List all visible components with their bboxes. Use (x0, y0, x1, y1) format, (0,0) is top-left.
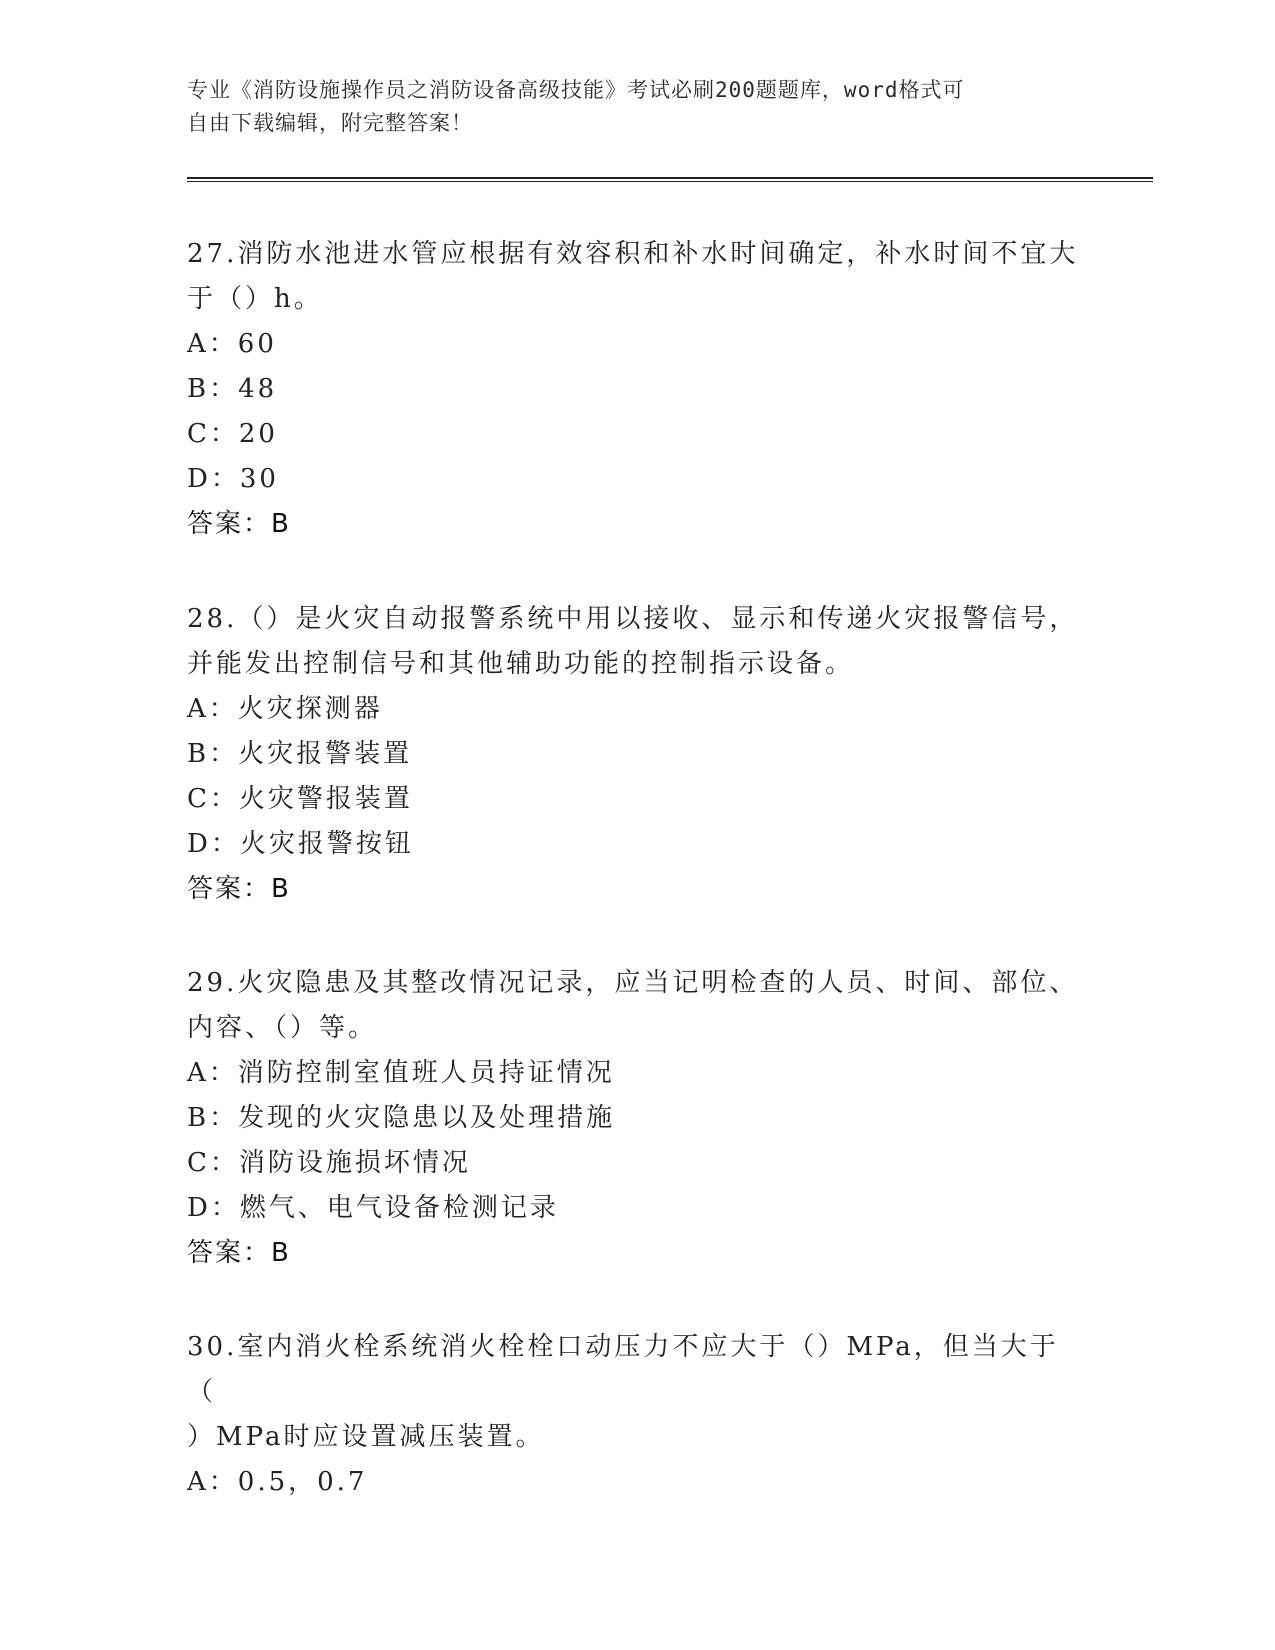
question-stem-continued: ）MPa时应设置减压装置。 (187, 1422, 545, 1452)
question-27 (187, 232, 1087, 547)
document-header (187, 74, 1067, 140)
question-28 (187, 597, 1087, 912)
option-d: D：火灾报警按钮 (187, 829, 414, 859)
header-line-2: 自由下载编辑，附完整答案！ (187, 111, 473, 135)
option-a: A：火灾探测器 (187, 694, 383, 724)
question-stem: 28.（）是火灾自动报警系统中用以接收、显示和传递火灾报警信号， (187, 604, 1079, 634)
option-c: C：火灾警报装置 (187, 784, 413, 814)
question-30 (187, 1325, 1087, 1505)
question-stem-continued: 于（）h。 (187, 284, 323, 314)
option-c: C：20 (187, 419, 278, 449)
option-a: A：60 (187, 329, 277, 359)
answer-line: 答案：B (187, 509, 291, 539)
question-stem: 29.火灾隐患及其整改情况记录，应当记明检查的人员、时间、部位、 (187, 968, 1079, 998)
option-b: B：发现的火灾隐患以及处理措施 (187, 1103, 616, 1133)
option-d: D：30 (187, 464, 279, 494)
question-stem-continued: 并能发出控制信号和其他辅助功能的控制指示设备。 (187, 649, 855, 679)
header-line-1: 专业《消防设施操作员之消防设备高级技能》考试必刷200题题库，word格式可 (187, 78, 965, 102)
option-b: B：48 (187, 374, 278, 404)
answer-line: 答案：B (187, 874, 291, 904)
answer-line: 答案：B (187, 1238, 291, 1268)
option-d: D：燃气、电气设备检测记录 (187, 1193, 559, 1223)
question-stem: 30.室内消火栓系统消火栓栓口动压力不应大于（）MPa，但当大于（ (187, 1332, 1059, 1407)
option-c: C：消防设施损坏情况 (187, 1148, 471, 1178)
option-a: A：消防控制室值班人员持证情况 (187, 1058, 615, 1088)
option-a: A：0.5，0.7 (187, 1467, 368, 1497)
question-stem-continued: 内容、（）等。 (187, 1013, 378, 1043)
question-29 (187, 961, 1087, 1276)
option-b: B：火灾报警装置 (187, 739, 413, 769)
header-divider (187, 177, 1153, 182)
question-stem: 27.消防水池进水管应根据有效容积和补水时间确定，补水时间不宜大 (187, 239, 1079, 269)
